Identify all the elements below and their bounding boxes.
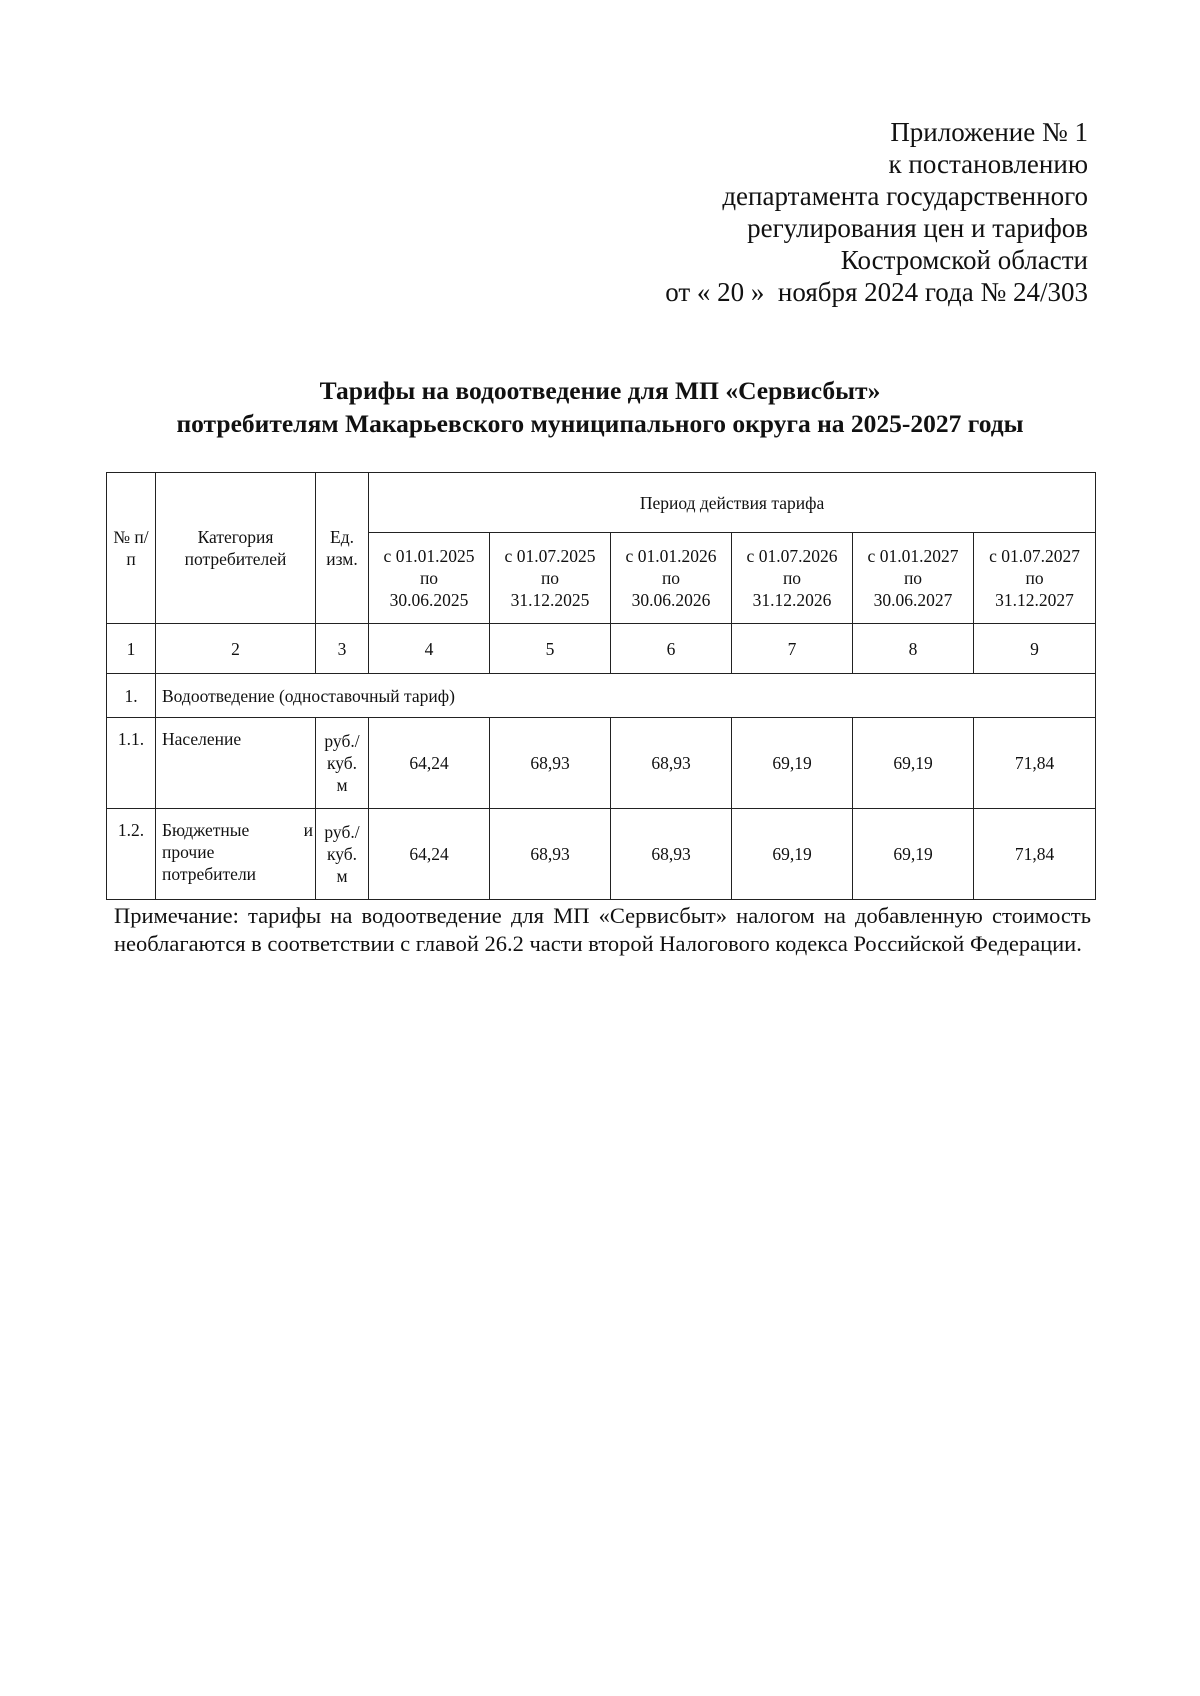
tariff-value: 68,93	[490, 718, 611, 809]
period-from: с 01.07.2027	[989, 546, 1080, 566]
row-unit	[316, 809, 369, 900]
note-text: Примечание: тарифы на водоотведение для МП «Сервисбыт» налогом на добавленную стоимость необлагаются в соответствии с главой 26.2 части второй Налогового кодекса Российской Федерации.	[114, 903, 1091, 956]
unit-line: руб./	[324, 822, 360, 842]
tariff-value: 68,93	[490, 809, 611, 900]
section-number: 1.	[107, 674, 156, 718]
header-unit: Ед. изм.	[316, 473, 369, 624]
column-number: 2	[156, 624, 316, 674]
title-line-1: Тарифы на водоотведение для МП «Сервисбыт»	[319, 376, 881, 405]
column-number: 8	[853, 624, 974, 674]
period-to: 30.06.2025	[389, 590, 469, 610]
column-number-row	[107, 624, 1096, 674]
period-mid: по	[540, 568, 560, 588]
unit-line: куб.	[326, 753, 358, 773]
period-to: 30.06.2027	[873, 590, 953, 610]
tariff-value: 69,19	[732, 809, 853, 900]
column-number: 6	[611, 624, 732, 674]
row-category: Население	[156, 718, 316, 809]
appendix-line-region: Костромской области	[840, 245, 1088, 275]
period-mid: по	[782, 568, 802, 588]
column-number: 4	[369, 624, 490, 674]
period-to: 31.12.2026	[752, 590, 832, 610]
column-number: 9	[974, 624, 1096, 674]
table-row	[107, 809, 1096, 900]
period-to: 31.12.2025	[510, 590, 590, 610]
appendix-date-number: от « 20 » ноября 2024 года № 24/303	[665, 277, 1088, 307]
category-word: Бюджетные	[162, 820, 250, 840]
header-period-2	[490, 533, 611, 624]
column-number: 1	[107, 624, 156, 674]
header-category: Категория потребителей	[156, 473, 316, 624]
period-from: с 01.07.2025	[504, 546, 596, 566]
header-period: Период действия тарифа	[369, 473, 1096, 533]
column-number: 7	[732, 624, 853, 674]
tariff-value: 64,24	[369, 718, 490, 809]
tariff-table	[106, 472, 1096, 900]
period-mid: по	[903, 568, 923, 588]
appendix-line-resolution: к постановлению	[888, 149, 1088, 179]
appendix-header	[528, 116, 1088, 308]
unit-line: куб.	[326, 844, 358, 864]
tariff-value: 69,19	[853, 718, 974, 809]
period-from: с 01.01.2026	[625, 546, 717, 566]
table-row	[107, 718, 1096, 809]
header-period-5	[853, 533, 974, 624]
appendix-number: Приложение № 1	[890, 117, 1088, 147]
column-number: 5	[490, 624, 611, 674]
category-line-3: потребители	[162, 864, 257, 884]
column-number: 3	[316, 624, 369, 674]
header-number: № п/п	[107, 473, 156, 624]
period-from: с 01.01.2025	[383, 546, 475, 566]
header-period-4	[732, 533, 853, 624]
tariff-value: 64,24	[369, 809, 490, 900]
unit-line: м	[336, 866, 348, 886]
period-to: 31.12.2027	[995, 590, 1074, 610]
header-period-1	[369, 533, 490, 624]
row-category	[156, 809, 316, 900]
row-number: 1.1.	[107, 718, 156, 809]
tariff-value: 68,93	[611, 809, 732, 900]
category-word: и	[303, 820, 313, 840]
tariff-value: 71,84	[974, 809, 1096, 900]
period-mid: по	[419, 568, 439, 588]
category-line-1	[162, 819, 313, 841]
header-period-3	[611, 533, 732, 624]
appendix-line-department: департамента государственного	[722, 181, 1088, 211]
title-line-2: потребителям Макарьевского муниципального округа на 2025-2027 годы	[176, 409, 1024, 438]
period-to: 30.06.2026	[631, 590, 711, 610]
tariff-value: 68,93	[611, 718, 732, 809]
unit-line: м	[336, 775, 348, 795]
period-mid: по	[661, 568, 681, 588]
unit-line: руб./	[324, 731, 360, 751]
category-line-2: прочие	[162, 842, 215, 862]
section-label: Водоотведение (одноставочный тариф)	[156, 674, 1096, 718]
tariff-value: 69,19	[853, 809, 974, 900]
document-title	[0, 374, 1200, 440]
period-from: с 01.01.2027	[867, 546, 959, 566]
section-row	[107, 674, 1096, 718]
tariff-value: 69,19	[732, 718, 853, 809]
period-from: с 01.07.2026	[746, 546, 838, 566]
period-mid: по	[1025, 568, 1044, 588]
header-period-6	[974, 533, 1096, 624]
row-unit	[316, 718, 369, 809]
row-number: 1.2.	[107, 809, 156, 900]
table-header-row-1	[107, 473, 1096, 533]
appendix-line-regulation: регулирования цен и тарифов	[747, 213, 1088, 243]
tariff-value: 71,84	[974, 718, 1096, 809]
